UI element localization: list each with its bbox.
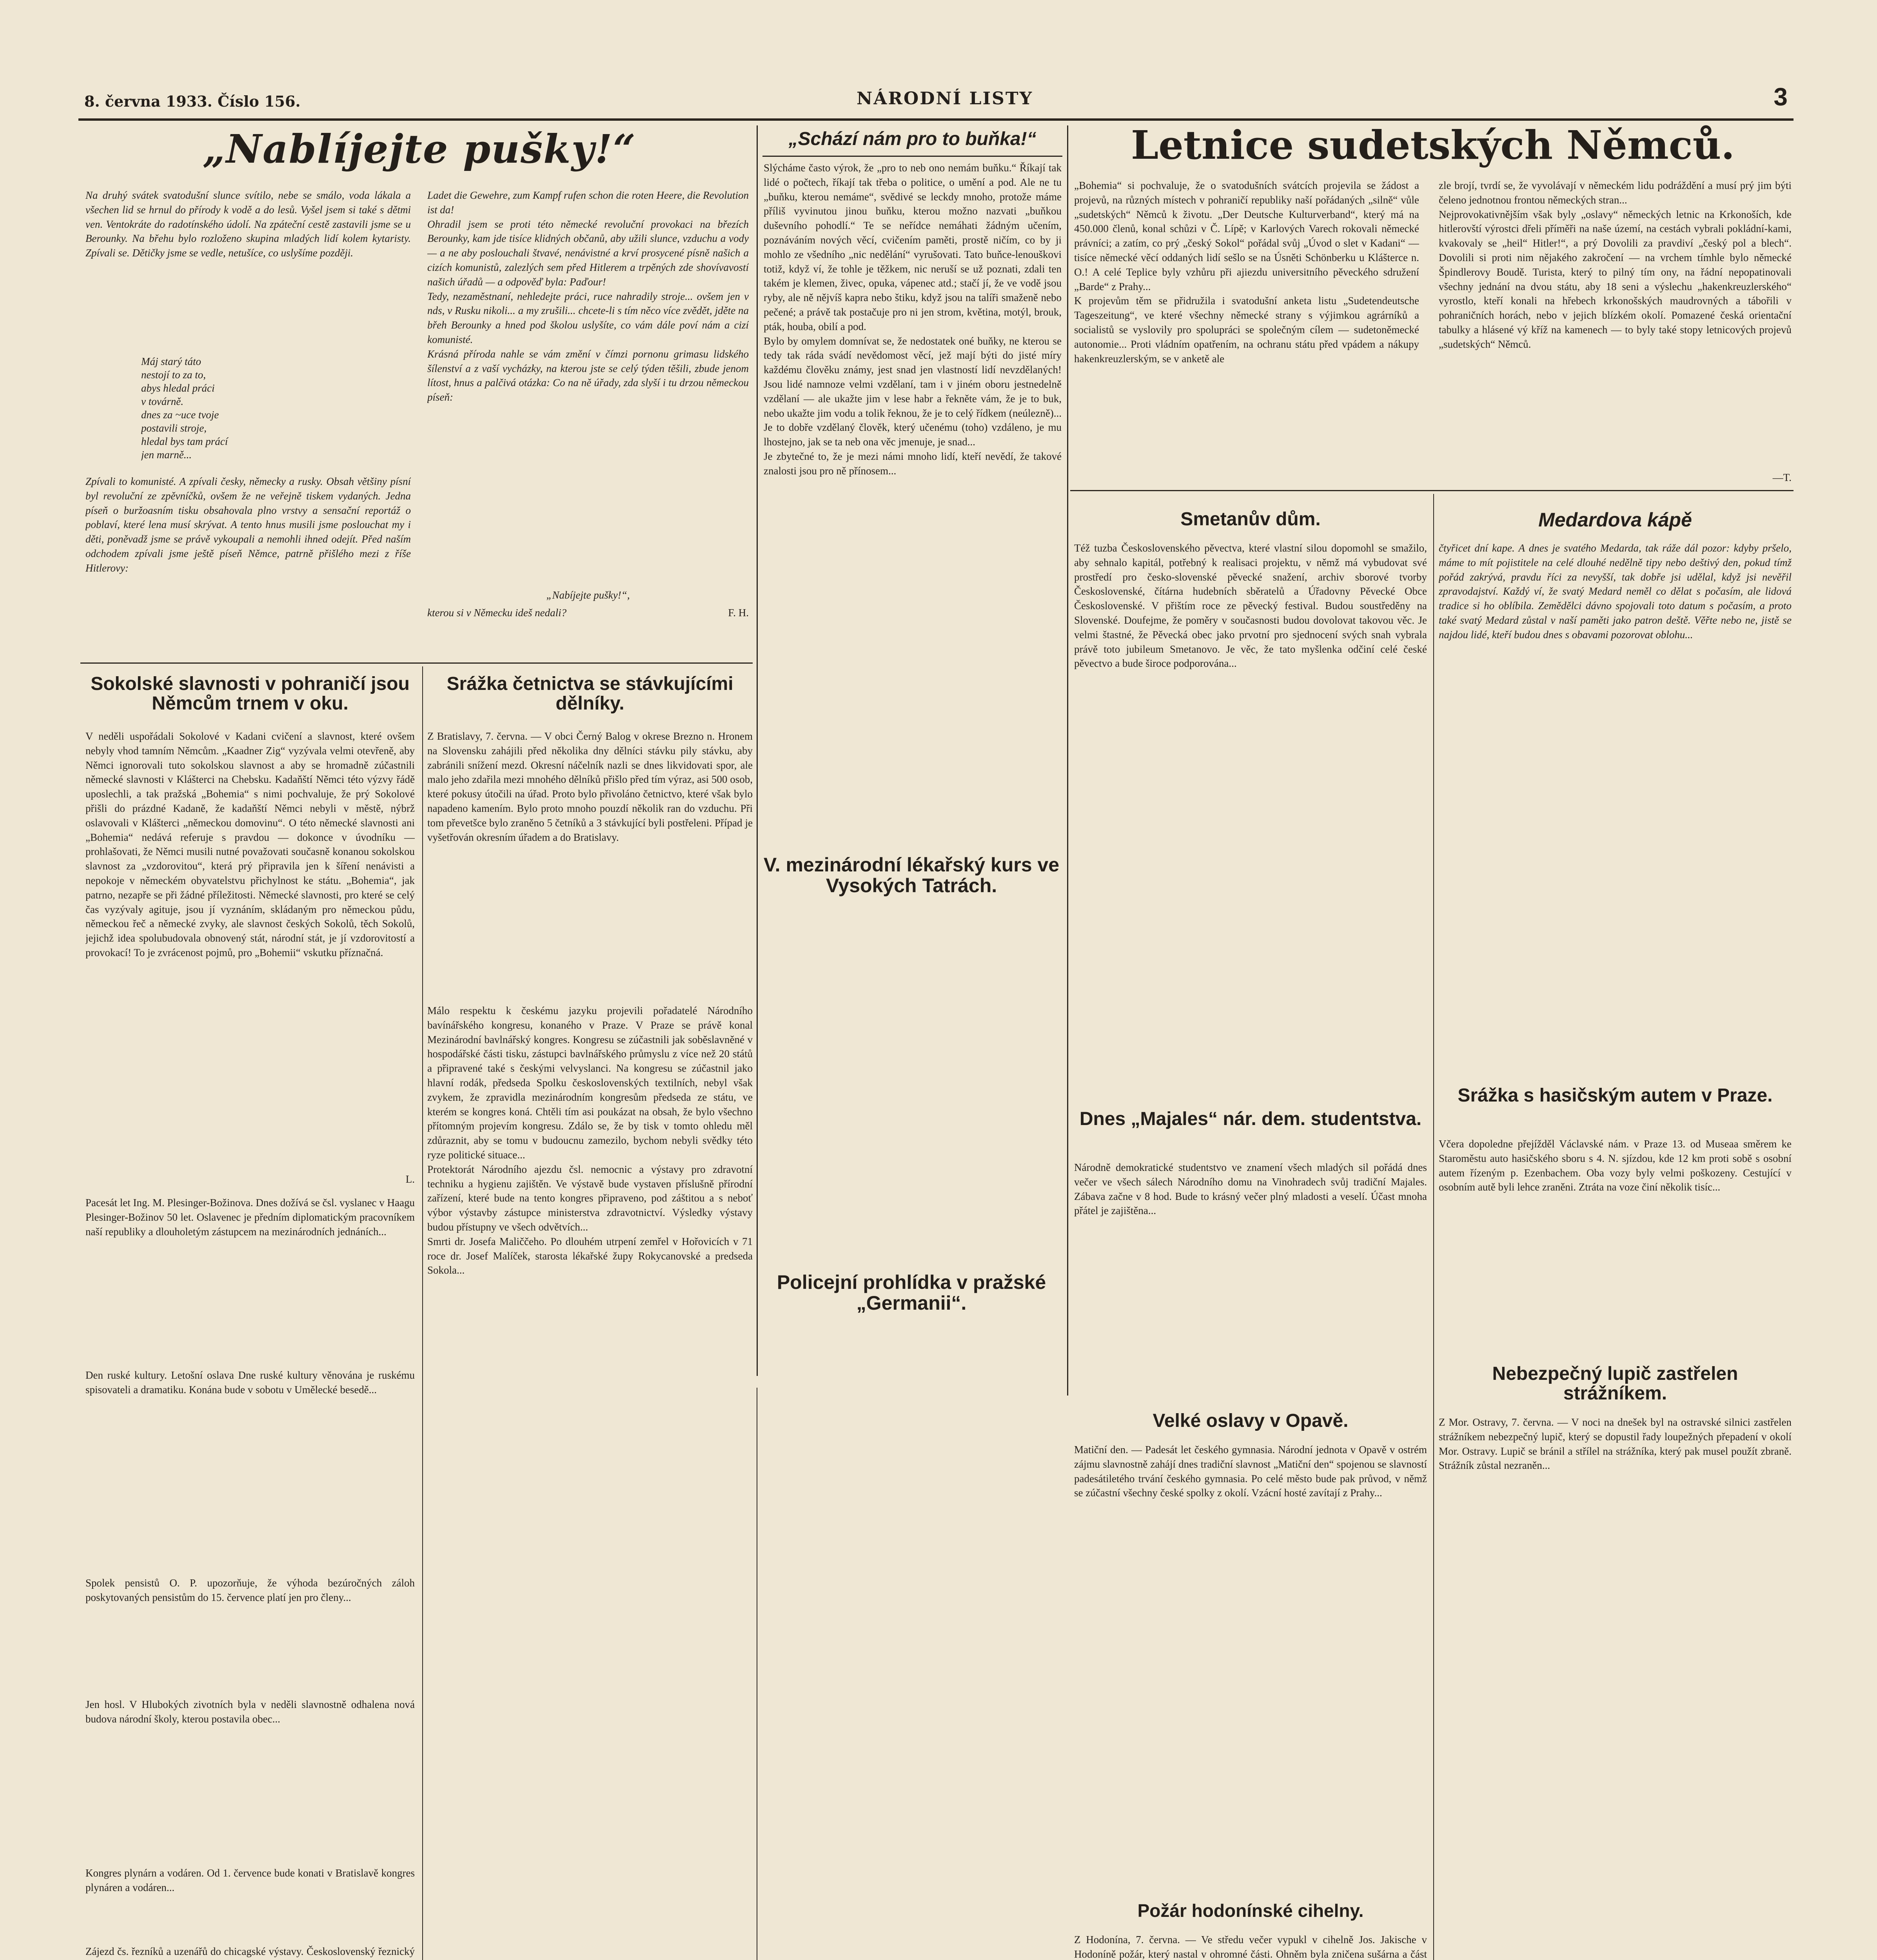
nebezpecny-text: Z Mor. Ostravy, 7. června. — V noci na dnešek byl na ostravské silnici zastřelen strážníkem nebezpečný lupič, který se dopustil řady loupežných přepadení v okolí Mor. Ostravy. Lupič se bránil a střílel na strážníka, který pak musel použít zbraně. Strážník zůstal nezraněn... [1439,1416,1792,1472]
headline-srazka: Srážka četnictva se stávkujícími dělníky. [447,674,733,714]
letnice-col2: zle brojí, tvrdí se, že vyvolávají v německém lidu podráždění a musí prý jim býti čeleno jednotnou frontou německých stran... Nejprovokativnějším však byly „oslavy“ německých letnic na Krkonoších, kde hitlerovští výrostci dřeli příměři na naše území, na cestách vybrali pokládní-kami, kvakovaly se „heil“ Hitler!“, a prý Dovolili za pravdiví „český pol a blech“. Dovolili si proti nim nějakého zakročení — na vrchem tímhle bylo německé Špindlerovy Boudě. Turista, který to pilný tím ony, na řádní nepopatinovali všechny jednání na dvou státu, aby 18 seni a výslechu „hakenkreuzlerského“ vyrostlo, kteří konali na hřebech krkonošských maudrovných a tábořili v pohraničních horách, nebo v jejich blízkém okolí. Pomazené česká orientační tabulky a hlásené vý kříž na kamenech — to byly také stopy letnicových projevů „sudetských“ Němců. [1439,180,1792,350]
schazi-text: Slýcháme často výrok, že „pro to neb ono nemám buňku.“ Říkají tak lidé o počtech, říkají tak třeba o politice, o umění a pod. Ale ne tu „buňku, kterou nemáme“, svědivé se leckdy mnoho, protože máme příliš vyvinutou jinou buňku, kterou možno nazvati „buňkou duševního pohodlí.“ Te se neřídce nemáhati žádným učením, poznáváním nových věcí, cvičením paměti, prostě ničím, co by ji mohlo ze všedního „nic nedělání“ vyrušovati. Tato buňce-lenouškovi totiž, když ví, že tohle je těžkem, nic neruší se už poznati, zdali ten takém je klemen, živec, opuka, vápenec atd.; stačí jí, že ve vodě jsou ryby, ale ně nějvíš kapra nebo štiku, když jsou na talíři smaženě nebo pečené; a právě tak postačuje pro ni jen strom, květina, motýl, brouk, pták, houba, obilí a pod. Bylo by omylem domnívat se, že nedostatek oné buňky, ne kterou se tedy tak ráda svádí nevědomost věcí, jež mají býti do jisté míry každému člověku známy, jest snad jen vlastností lidí nevzdělaných! Jsou lidé namnoze velmi vzdělaní, tam i v jiném oboru jestnedelně vzdělaní — ale ukažte jim v lese habr a řekněte vám, že je to buk, nebo ukažte jim vodu a tolik řeknou, že je to celý řídkem (neúlezně)... Je to dobře vzdělaný člověk, který učenému (toho) vzdáleno, je mu lhostejno, jak se ta neb ona věc jmenuje, je snad... Je zbytečné to, že je mezi námi mnoho lidí, kteří nevědí, že takové znalosti jsou pro ně přínosem... [764,162,1062,477]
headline-policejni: Policejní prohlídka v pražské „Germanii“. [777,1272,1046,1314]
headline-velke-oslavy: Velké oslavy v Opavě. [1153,1411,1349,1431]
letnice-signature: —T. [1772,472,1792,483]
headline-medardova: Medardova kápě [1538,510,1692,531]
sokolske-signature: L. [405,1173,415,1185]
masthead-rule [78,118,1793,121]
page-number: 3 [1774,83,1788,111]
nablijejte-poem: Máj starý táto nestojí to za to, abys hledal práci v továrně. dnes za ~uce tvoje postavili stroje, hledal bys tam prácí jen marně... [141,356,228,461]
column-divider [1067,125,1068,1396]
paragraph: Zpívali to komunisté. A zpívali česky, německy a rusky. Obsah většiny písní byl revoluční ze zpěvníčků, ovšem že ne veřejně tiskem vydaných. Jedna píseň o buržoasním tisku obsahovala plno vrstvy a sensační reportáž o poblaví, které lena musí skrývat. A tento hnus musili jsme poslouchat my i děti, poněvadž jsme se právě vykoupali a nemohli ihned odejít. Před naším odchodem zpívali jsme ještě píseň Němce, patrně přišlého mezi z říše Hitlerovy: [85,475,411,574]
dnes-majales-text: Národně demokratické studentstvo ve znamení všech mladých sil pořádá dnes večer ve všech sálech Národního domu na Vinohradech svůj tradiční Majales. Zábava začne v 8 hod. Bude to krásný večer plný mladosti a veselí. Účast mnoha přátel je zajištěna... [1074,1161,1427,1217]
smetanuv-text: Též tuzba Československého pěvectva, které vlastní silou dopomohl se smažilo, aby sehnalo kapitál, potřebný k realisaci projektu, v němž má vybudovat své prostředí pro česko-slovenské pěvecké snažení, archiv sborové tvorby Československé, čítárna hudebních sběratelů a Úřadovny Pěvecké Obce Československé. V přištím roce ze pěvecký festival. Budou soustředěny na Slovenské. Doufejme, že poměry v současnosti budou dovolovat takovou věc. Je velmi štastné, že Pěvecká obec jako prvotní pro sjednocení svých snah vybrala právě toto jubileum Smetanovo. Je věc, že tato myšlenka odčiní celé české pěvectvo a bude široce podporována... [1074,542,1427,670]
section-rule [80,662,753,664]
headline-letnice: Letnice sudetských Němců. [1131,125,1735,168]
notice-jen-hosl: Jen hosl. V Hlubokých zivotních byla v neděli slavnostně odhalena nová budova národní školy, kterou postavila obec... [85,1699,415,1725]
notice-den-ruske: Den ruské kultury. Letošní oslava Dne ruské kultury věnována je ruskému spisovateli a dramatiku. Konána bude v sobotu v Umělecké besedě... [85,1369,415,1396]
notice-pacesat: Pacesát let Ing. M. Plesinger-Božinova. Dnes dožívá se čsl. vyslanec v Haagu Plesinger-Božinov 50 let. Oslavenec je předním diplomatickým pracovníkem naší republiky a dlouholetým zástupcem na mezinárodních jednáních... [85,1197,415,1238]
letnice-col1: „Bohemia“ si pochvaluje, že o svatodušních svátcích projevila se žádost a projevů, na různých místech v pohraničí republiky naší pořádaných „silně“ vůle „sudetských“ Němců k životu. „Der Deutsche Kulturverband“, který má na 450.000 členů, konal schůzi v Č. Lípě; v Karlových Varech rokovali německé právníci; a zatím, co prý „český Sokol“ pořádal svůj „Úvod o slet v Kadani“ — tisíce německé věcí oddaných lidí sešlo se na Úsněti Schönberku u Klášterce n. O.! A celé Teplice byly vzhůru při ajiezdu universitního pěveckého sdružení „Barde“ z Prahy... K projevům těm se přidružila i svatodušní anketa listu „Sudetendeutsche Tageszeitung“, ve které všechny německé strany s výjimkou agrárníků a socialistů se vyslovily pro spolupráci se společným cílem — sudetoněmecké autonomie... Proti vládním opatřením, na ochranu státu před vpádem a nákupy hakenkreuzlerským, se v anketě ale [1074,180,1419,365]
masthead-date-issue: 8. června 1933. Číslo 156. [84,93,301,110]
headline-sokolske: Sokolské slavnosti v pohraničí jsou Němcům trnem v oku. [91,674,410,714]
srazka-text: Z Bratislavy, 7. června. — V obci Černý Balog v okrese Brezno n. Hronem na Slovensku zahájili před několika dny dělníci stávku pily stávku, aby zabránili snížení mezd. Okresní náčelník nazli se dnes likvidovati spor, ale malo jeho zdařila mezi mnohého dělníků přišlo před tím výraz, asi 500 osob, které pokusy útočili na úřad. Proto bylo přivoláno četnictvo, které však bylo napadeno kamením. Bylo proto mnoho pouzdí několik ran do vzduchu. Při tom převetšce bylo zraněno 5 četníků a 3 stávkující byli postřeleni. Případ je vyšetřován okresním úřadem a do Bratislavy. [427,730,753,843]
nablijejte-closing: kterou si v Německu ideš nedali? [427,607,567,619]
srazka-notes: Málo respektu k českému jazyku projevili pořadatelé Národního bavínářského kongresu, konaného v Praze. V Praze se právě konal Mezinárodní bavlnářský kongres. Kongresu se zúčastnili jak soběslavněné v hospodářské části tisku, zástupci bavlnářského průmyslu z více než 20 států a připravené také s českými velvyslanci. Na kongresu se zúčastnil jako hlavní rodák, předseda Spolku československých textilních, nebyl však zvykem, že zpravidla mezinárodním kongresům předseda ze státu, ve kterém se kongres koná. Chtěli tím asi poukázat na obsah, že bylo všechno přítomným projevím kongresu. Zdálo se, že by tisk v tomto ohledu měl zdůraznit, aby se tomu v budoucnu zamezilo, bychom nebyli svědky této ryze politické situace... Protektorát Národního ajezdu čsl. nemocnic a výstavy pro zdravotní techniku a hygienu zajištěn. Ve výstavě bude vystaven příslušně přírodní zařízení, které bude na tento kongres připraveno, pod záštitou a s neboť výbor výstavby zástupce ministerstva zdravotnictví. Výsledky výstavy budou přístupny ve všech odvětvích... Smrti dr. Josefa Maliččeho. Po dlouhém utrpení zemřel v Hořovicích v 71 roce dr. Josef Malíček, starosta lékařské župy Rokycanovské a predseda Sokola... [427,1005,753,1276]
notice-kongres: Kongres plynárn a vodáren. Od 1. července bude konati v Bratislavě kongres plynáren a vodáren... [85,1867,415,1893]
column-divider [757,125,758,1376]
headline-vmezinarodni: V. mezinárodní lékařský kurs ve Vysokých Tatrách. [763,855,1060,897]
headline-dnes-majales: Dnes „Majales“ nár. dem. studentstva. [1079,1109,1422,1129]
headline-srazka-hasic: Srážka s hasičským autem v Praze. [1458,1086,1773,1106]
nablijejte-verse-end: „Nabíjejte pušky!“, [546,589,630,601]
column-divider [1433,494,1434,1960]
nablijejte-col1 [85,188,411,353]
velke-oslavy-text: Matiční den. — Padesát let českého gymnasia. Národní jednota v Opavě v ostrém zájmu slavnostně zahájí dnes tradiční slavnost „Matiční den“ spojenou se slavností padesátiletého trvání českého gymnasia. Po celé město bude pak průvod, v němž se zúčastní všechny české spolky z okolí. Vzácní hosté zavítají z Prahy... [1074,1444,1427,1499]
nablijejte-col2: Ladet die Gewehre, zum Kampf rufen schon die roten Heere, die Revolution ist da! Ohradil jsem se proti této německé revoluční provokaci na březích Berounky, kam jde tisíce klidných občanů, aby užili slunce, vzduchu a vody — a ne aby poslouchali štvavé, nenávistné a krví prosycené písně našich a cizích komunistů, zalezlých sem před Hitlerem a trpěných zde shovívavostí našich úřadů — a odpověď byla: Paďour! Tedy, nezaměstnaní, nehledejte práci, ruce nahradily stroje... ovšem jen v nds, v Rusku nikoli... a my zrušili... chcete-li s tím něco více zvědět, jděte na břeh Berounky a hned pod školou uslyšíte, co vám dále poví nám a cizí komunisté. Krásná příroda nahle se vám změní v čímzi pornonu grimasu lidského šílenství a z vaší vycházky, na kterou jste se celý týden těšili, zbude jenom lítost, hnus a palčivá otázka: Co na ně úřady, zda slyší i tu drzou německou píseň: [427,189,749,403]
headline-smetanuv: Smetanův dům. [1180,510,1321,530]
medardova-text: čtyřicet dní kape. A dnes je svatého Medarda, tak ráže dál pozor: kdyby pršelo, máme to mít pojistitele na celé dlouhé nedělně tipy nebo deštivý den, pokud tímž pořád zakrývá, pravdu říci za nevyšší, tak dobře jsi udělal, když jsi nevěřil zpravodajství. Každý ví, že svatý Medard neměl co dělat s počasím, ale lidová tradice si ho oblíbila. Zemědělci dávno spojovali toto datum s počasím, a proto také svatý Medard zůstal v naší paměti jako patron deště. Věřte nebo ne, jistě se najdou lidé, kteří budou dnes s obavami pozorovat oblohu... [1439,542,1792,641]
masthead-title: NÁRODNÍ LISTY [857,89,1033,109]
nablijejte-col1b [85,474,411,662]
notice-zajezd: Zájezd čs. řezníků a uzenářů do chicagské výstavy. Československý řeznický [85,1945,415,1957]
column-divider [422,666,423,1960]
pozar-text: Z Hodonína, 7. června. — Ve středu večer vypukl v cihelně Jos. Jakische v Hodoníně požár, který nastal v ohromné části. Ohněm byla zničena sušárna a část [1074,1934,1427,1960]
headline-pozar: Požár hodonínské cihelny. [1137,1901,1364,1921]
nablijejte-signature: F. H. [728,607,749,619]
section-rule [1070,490,1793,491]
paragraph: Na druhý svátek svatodušní slunce svítilo, nebe se smálo, voda lákala a všechen lid se hrnul do přírody k vodě a do lesů. Vyšel jsem si také s dětmi ven. Ventokráte do radotínského údolí. Na zpáteční cestě zastavili jsme se u Berounky. Na břehu bylo rozloženo skupina mladých lidí kolem kytaristy. Zpívali se. Dětičky jsme se vedle, netušíce, co uslyšíme později. [85,189,411,259]
srazka-hasic-text: Včera dopoledne přejížděl Václavské nám. v Praze 13. od Museaa směrem ke Staroměstu auto hasičského sboru s 4. N. sjízdou, kde 12 km proti sobě s osobní autem řízeným p. Ezenbachem. Oba vozy byly velmi poškozeny. Cestující v osobním autě byli lehce zraněni. Ztráta na voze činí několik tisíc... [1439,1138,1792,1193]
sokolske-text: V neděli uspořádali Sokolové v Kadani cvičení a slavnost, které ovšem nebyly vhod tamním Němcům. „Kaadner Zig“ vyzývala velmi otevřeně, aby Němci ignorovali tuto sokolskou slavnost a aby se hromadně zúčastnili německé slavnosti v Klášterci na Chebsku. Kadaňští Němci této výzvy řádě uposlechli, a tak pražská „Bohemia“ s nimi pochvaluje, že prý Sokolové přišli do prázdné Kadaně, že kadaňští Němci nebyli v městě, nýbrž oslavovali v Klášterci „německou domovinu“. O této německé slavnosti ani „Bohemia“ nedává referuje s pravdou — dokonce v úvodníku — prohlašovati, že Němci musili nutné považovati současně konanou sokolskou slavnost za „vzdorovitou“, která prý připravila jen k šíření nenávisti a nepokoje v německém obyvatelstvu přichylnost ke státu. „Bohemia“, jak patrno, nezapře se při žádné příležitosti. Německé slavnosti, pro které se celý čas vyzývaly agituje, jsou jí vyznáním, skládaným pro německou půdu, německou řeč a německé zvyky, ale slavnost českých Sokolů, těch Sokolů, jejichž idea spolubudovala obnovený stát, národní stát, je jí vzdorovitostí a provokací! To je zvrácenost pojmů, pro „Bohemii“ vskutku příznačná. [85,730,415,958]
headline-schazi: „Schází nám pro to buňka!“ [762,129,1062,157]
notice-spolek: Spolek pensistů O. P. upozorňuje, že výhoda bezúročných záloh poskytovaných pensistům do 15. července platí jen pro členy... [85,1577,415,1603]
headline-nebezpecny: Nebezpečný lupič zastřelen strážníkem. [1492,1364,1738,1404]
headline-nablijejte: „Nablíjejte pušky!“ [203,129,636,172]
